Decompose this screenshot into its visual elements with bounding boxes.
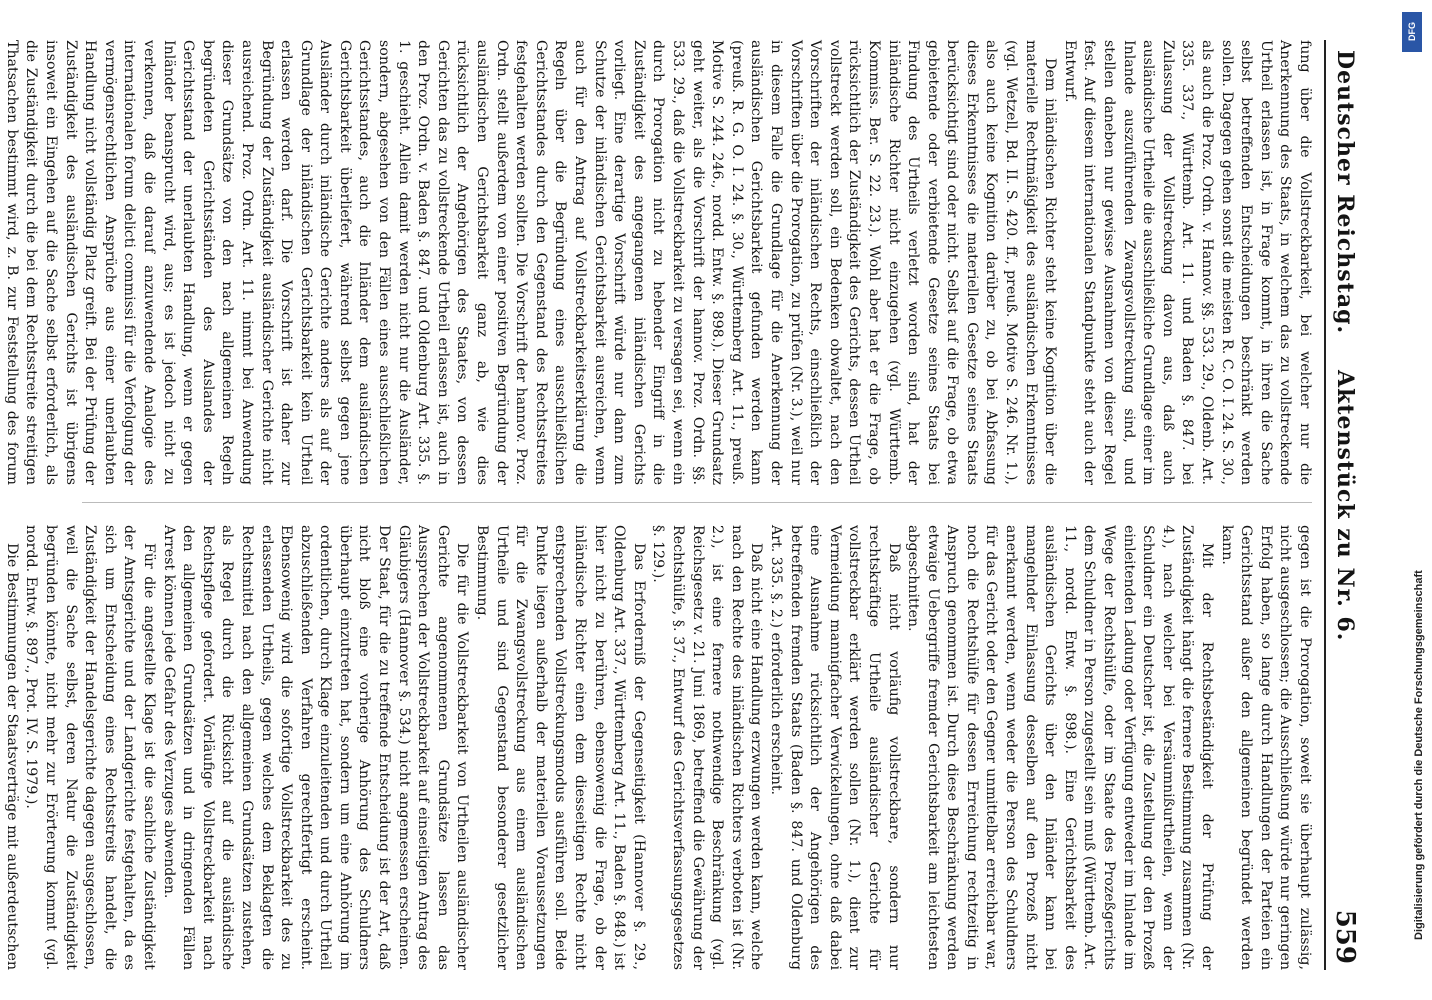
- left-paragraph-2: Dem inländischen Richter steht keine Kognition über die materielle Rechtmäßigkeit des ausländischen Erkenntnisses (vgl. Wetzell, Bd. II. S. 420. ff., preuß. Motive S. 246. Nr. 1.), also auch keine Kognition darüber zu, ob bei Abfassung dieses Erkenntnisses die materiellen Gesetze seines Staats berücksichtigt sind oder nicht. Selbst auf die Frage, ob etwa gebietende oder verbietende Gesetze seines Staats bei Findung des Urtheils verletzt worden sind, hat der inländische Richter nicht einzugehen (vgl. Württemb. Kommiss. Ber. S. 22. 23.). Wohl aber hat er die Frage, ob rücksichtlich der Zuständigkeit des Gerichts, dessen Urtheil vollstreckt werden soll, ein Bedenken obwaltet, nach den Vorschriften der inländischen Rechts, einschließlich der Vorschriften über die Prorogation, zu prüfen (Nr. 3.), weil nur in diesem Falle die Grundlage für die Anerkennung der ausländischen Gerichtsbarkeit gefunden werden kann (preuß. R. G. O. I. 24. §. 30., Württemberg Art. 11., preuß. Motive S. 244. 246., nordd. Entw. §. 898.). Dieser Grundsatz geht weiter, als die Vorschrift der hannov. Proz. Ordn. §§. 533. 29., daß die Vollstreckbarkeit zu versagen sei, wenn ein durch Prorogation nicht zu hebender Eingriff in die Zuständigkeit des angegangenen inländischen Gerichts vorliegt. Eine derartige Vorschrift würde nur dann zum Schutze der inländischen Gerichtsbarkeit ausreichen, wenn auch für den Antrag auf Vollstreckbarkeitserklärung die Regeln über die Begründung eines ausschließlichen Gerichtsstandes durch den Gegenstand des Rechtsstreites festgehalten werden sollten. Die Vorschrift der hannov. Proz. Ordn. stellt außerdem von einer positiven Begründung der ausländischen Gerichtsbarkeit ganz ab, wie dies rücksichtlich der Angehörigen des Staates, von dessen Gerichten das zu vollstreckende Urtheil erlassen ist, auch in den Proz. Ordn. v. Baden §. 847. und Oldenburg Art. 335. §. 1. geschieht. Allein damit werden nicht nur die Ausländer, sondern, abgesehen von den Fällen eines ausschließlichen Gerichtsstandes, auch die Inländer dem ausländischen Gerichtsbarkeit überliefert, während selbst gegen jene Ausländer durch inländische Gerichte anders als auf der Grundlage der inländischen Gerichtsbarkeit kein Urtheil erlassen werden darf. Die Vorschrift ist daher zur Begründung der Zuständigkeit ausländischer Gerichte nicht ausreichend. Proz. Ordn. Art. 11. nimmt bei Anwendung dieser Grundsätze von den nach allgemeinen Regeln begründeten Gerichtsständen des Auslandes der Gerichtsstand der unerlaubten Handlung, wenn er gegen Inländer beansprucht wird, aus; es ist jedoch nicht zu verkennen, daß die darauf anzuwendende Analogie des internationalen forum delicti commissi für die Verfolgung der vermögensrechtlichen Ansprüche aus einer unerlaubten Handlung nicht vollständig Platz greift. Bei der Prüfung der Zuständigkeit des ausländischen Gerichts ist übrigens insoweit ein Eingehen auf die Sache selbst erforderlich, als die Zuständigkeit durch die bei dem Rechtsstreite streitigen Thatsachen bestimmt wird, z. B. zur Feststellung des forum: [3, 40, 1059, 485]
- right-paragraph-3: Daß nicht vorläufig vollstreckbare, sondern nur rechtskräftige Urtheile ausländischer Gerichte für vollstreckbar erklärt werden sollen (Nr. 1.), dient zur Vermeidung mannigfacher Verwickelungen, ohne daß dabei eine Ausnahme rücksichtlich der Angehörigen des betreffenden fremden Staats (Baden §. 847. und Oldenburg Art. 335. §. 2.) erforderlich erscheint.: [767, 525, 902, 970]
- page-header: [1324, 40, 1362, 970]
- right-paragraph-4: Daß nicht eine Handlung erzwungen werden kann, welche nach den Rechte des inländischen Richters verboten ist (Nr. 2.), ist eine fernere nothwendige Beschränkung (vgl. Reichsgesetz v. 21. Juni 1869, betreffend die Gewährung der Rechtshülfe, §. 37., Entwurf des Gerichtsverfassungsgesetzes §. 129.).: [650, 525, 765, 970]
- page-content: [3, 40, 1362, 970]
- right-paragraph-2: Mit der Rechtsbeständigkeit der Prüfung der Zuständigkeit hängt die fernere Bestimmung zusammen (Nr. 4.), nach welcher bei Versäumnißurtheilen, wenn der Schuldner ein Deutscher ist, die Zustellung der den Prozeß einleitenden Ladung oder Verfügung entweder im Inlande im Wege der Rechtshülfe, oder im Staate des Prozeßgerichts dem Schuldner in Person zugestellt sein muß (Württemb. Art. 11., nordd. Entw. §. 898.). Eine Gerichtsbarkeit des ausländischen Gerichts über den Inländer kann bei mangelnder Einlassung desselben auf den Prozeß nicht anerkannt werden, wenn weder die Person des Schuldners für das Gericht oder den Gegner unmittelbar erreichbar war, noch die Rechtshülfe für dessen Erreichung rechtzeitig in Anspruch genommen ist. Durch diese Beschränkung werden etwaige Uebergriffe fremder Gerichtsbarkeit am leichtesten abgeschnitten.: [905, 525, 1216, 970]
- header-left-title: Deutscher Reichstag.: [1332, 50, 1358, 335]
- digitization-sidebar: [1394, 0, 1432, 1000]
- right-paragraph-8: Die Bestimmungen der Staatsverträge mit außerdeutschen: [3, 543, 20, 970]
- header-center-title: Aktenstück zu Nr. 6.: [1332, 370, 1358, 642]
- page-number: 559: [1330, 909, 1360, 964]
- right-paragraph-6: Die für die Vollstreckbarkeit von Urtheilen ausländischer Gerichte angenommenen Grundsätze lassen das Aussprechen der Vollstreckbarkeit auf einseitigen Antrag des Gläubigers (Hannover §. 534.) nicht angemessen erscheinen. Der Staat, für die zu treffende Entscheidung ist der Art, daß nicht bloß eine vorherige Anhörung des Schuldners überhaupt einzutreten hat, sondern um eine Anhörung im ordentlichen, durch Klage einzuleitenden und durch Urtheil abzuschließenden Verfahren gerechtfertigt erscheint. Ebensowenig wird die sofortige Vollstreckbarkeit des zu erlassenden Urtheils, gegen welches dem Beklagten die Rechtsmittel nach den allgemeinen Grundsätzen zustehen, als Regel durch die Rücksicht auf die ausländische Rechtspflege gefordert. Vorläufige Vollstreckbarkeit nach den allgemeinen Grundsätzen und in dringenden Fällen Arrest können jede Gefahr des Verzuges abwenden.: [160, 525, 471, 970]
- left-paragraph-1: fung über die Vollstreckbarkeit, bei welcher nur die Anerkennung des Staats, in welchem das zu vollstreckende Urtheil erlassen ist, in Frage kommt, in ihren die Sache selbst betreffenden Entscheidungen beschränkt werden sollen. Dagegen gehen sonst die meisten R. C. O. I. 24. S. 30., als auch die Proz. Ordn. v. Hannov. §§. 533. 29., Oldenb. Art. 335. 337., Württemb. Art. 11. und Baden §. 847. bei Zulassung der Vollstreckung davon aus, daß auch ausländische Urtheile die ausschließliche Grundlage einer im Inlande auszuführenden Zwangsvollstreckung sind, und stellen daneben nur gewisse Ausnahmen von dieser Regel fest. Auf diesem internationalen Standpunkte steht auch der Entwurf.: [1061, 40, 1313, 485]
- dfg-logo: DFG: [1402, 12, 1422, 52]
- right-paragraph-1: gegen ist die Prorogation, soweit sie überhaupt zulässig, nicht ausgeschlossen; die Ausschließung würde nur geringen Erfolg haben, so lange durch Handlungen der Parteien ein Gerichtsstand außer den allgemeinen begründet werden kann.: [1218, 525, 1313, 970]
- column-divider: [82, 502, 1312, 503]
- right-paragraph-7: Für die angestellte Klage ist die sachliche Zuständigkeit der Amtsgerichte und der Landgerichte festgehalten, da es sich um Entscheidung eines Rechtsstreits handelt, die Zuständigkeit der Handelsgerichte dagegen ausgeschlossen, weil die Sache selbst, deren Natur die Zuständigkeit begründen könnte, nicht mehr zur Erörterung kommt (vgl. nordd. Entw. §. 897., Prot. IV. S. 1979.).: [23, 525, 157, 970]
- right-text-column: [3, 525, 1314, 970]
- left-text-column: [3, 40, 1314, 485]
- right-paragraph-5: Das Erforderniß der Gegenseitigkeit (Hannover §. 29., Oldenburg Art. 337., Württemberg Art. 11., Baden §. 848.) ist hier nicht zu berühren, ebensowenig die Frage, ob der inländische Richter einen dem diesseitigen Rechte nicht entsprechenden Vollstreckungsmodus ausführen soll. Beide Punkte liegen außerhalb der materiellen Voraussetzungen für die Zwangsvollstreckung aus einem ausländischen Urtheile und sind Gegenstand besonderer gesetzlicher Bestimmung.: [474, 525, 647, 970]
- digitization-note: Digitalisierung gefördert durch die Deutsche Forschungsgemeinschaft: [1413, 570, 1425, 940]
